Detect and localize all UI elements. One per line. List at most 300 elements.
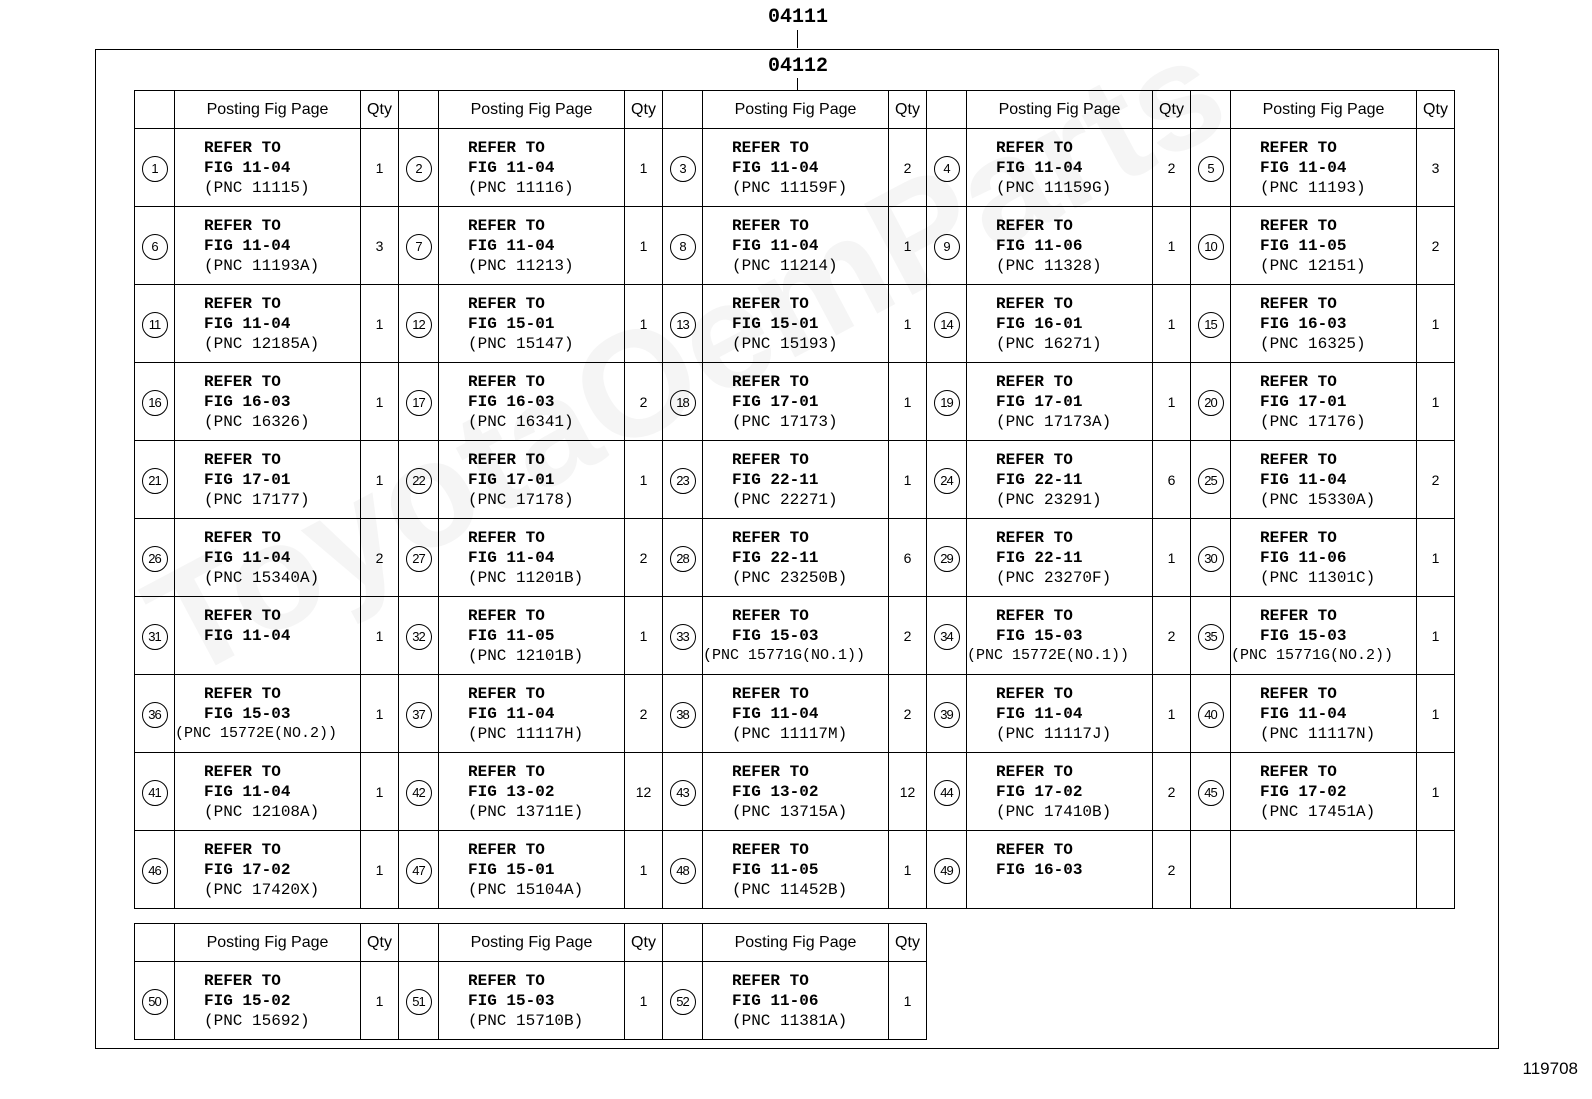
pnc-text: (PNC 12185A)	[204, 334, 320, 353]
header-posting-fig-page: Posting Fig Page	[175, 924, 361, 962]
reference-cell	[439, 831, 625, 909]
reference-cell	[703, 129, 889, 207]
fig-page-text: FIG 11-06	[1260, 548, 1347, 567]
item-number-cell	[399, 285, 439, 363]
item-number-badge: 33	[670, 624, 696, 650]
header-qty: Qty	[1417, 91, 1455, 129]
reference-cell	[175, 831, 361, 909]
item-number-cell	[135, 753, 175, 831]
refer-to-text: REFER TO	[996, 762, 1073, 781]
qty-cell: 1	[625, 831, 663, 909]
item-number-badge: 26	[142, 546, 168, 572]
qty-cell: 1	[625, 207, 663, 285]
refer-to-text: REFER TO	[1260, 762, 1337, 781]
header-posting-fig-page: Posting Fig Page	[703, 924, 889, 962]
fig-page-text: FIG 17-01	[732, 392, 819, 411]
item-number-badge: 40	[1198, 702, 1224, 728]
qty-cell: 2	[625, 675, 663, 753]
header-posting-fig-page: Posting Fig Page	[967, 91, 1153, 129]
pnc-text: (PNC 17177)	[204, 490, 310, 509]
pnc-text: (PNC 11159G)	[996, 178, 1112, 197]
reference-cell	[439, 675, 625, 753]
refer-to-text: REFER TO	[204, 216, 281, 235]
item-number-cell	[1191, 441, 1231, 519]
item-number-badge: 30	[1198, 546, 1224, 572]
item-number-badge: 46	[142, 858, 168, 884]
pnc-text: (PNC 17420X)	[204, 880, 320, 899]
item-number-cell	[663, 675, 703, 753]
table-row	[135, 962, 927, 1040]
header-qty: Qty	[361, 924, 399, 962]
refer-to-text: REFER TO	[204, 840, 281, 859]
pnc-text: (PNC 17176)	[1260, 412, 1366, 431]
refer-to-text: REFER TO	[468, 762, 545, 781]
figure-number: 119708	[1522, 1059, 1578, 1078]
item-number-badge: 42	[406, 780, 432, 806]
item-number-cell	[399, 207, 439, 285]
fig-page-text: FIG 11-04	[468, 704, 555, 723]
item-number-badge: 5	[1198, 156, 1224, 182]
reference-cell	[439, 519, 625, 597]
reference-cell	[967, 285, 1153, 363]
pnc-text: (PNC 11117M)	[732, 724, 848, 743]
pnc-text: (PNC 16325)	[1260, 334, 1366, 353]
refer-to-text: REFER TO	[732, 450, 809, 469]
item-number-cell	[1191, 753, 1231, 831]
reference-cell	[967, 441, 1153, 519]
refer-to-text: REFER TO	[996, 216, 1073, 235]
qty-cell: 1	[361, 441, 399, 519]
reference-cell	[175, 753, 361, 831]
refer-to-text: REFER TO	[996, 684, 1073, 703]
group-label-04111: 04111	[768, 6, 829, 29]
qty-cell: 2	[1153, 831, 1191, 909]
pnc-text: (PNC 11201B)	[468, 568, 584, 587]
item-number-badge: 23	[670, 468, 696, 494]
item-number-cell	[399, 129, 439, 207]
reference-cell	[703, 675, 889, 753]
item-number-badge: 15	[1198, 312, 1224, 338]
pnc-text: (PNC 11193)	[1260, 178, 1366, 197]
header-qty: Qty	[361, 91, 399, 129]
refer-to-text: REFER TO	[204, 372, 281, 391]
header-posting-fig-page: Posting Fig Page	[175, 91, 361, 129]
leader-line-top	[797, 30, 798, 48]
reference-cell	[967, 207, 1153, 285]
item-number-badge: 38	[670, 702, 696, 728]
qty-cell: 2	[1153, 753, 1191, 831]
reference-cell	[1231, 129, 1417, 207]
table-row	[135, 363, 1455, 441]
pnc-text: (PNC 17173A)	[996, 412, 1112, 431]
reference-cell	[703, 753, 889, 831]
qty-cell: 2	[625, 363, 663, 441]
refer-to-text: REFER TO	[996, 450, 1073, 469]
item-number-badge: 13	[670, 312, 696, 338]
item-number-badge: 21	[142, 468, 168, 494]
qty-cell: 1	[1153, 675, 1191, 753]
pnc-text: (PNC 22271)	[732, 490, 838, 509]
item-number-cell	[663, 519, 703, 597]
qty-cell: 1	[361, 285, 399, 363]
fig-page-text: FIG 11-04	[1260, 470, 1347, 489]
qty-cell: 1	[1153, 519, 1191, 597]
header-blank-cell	[399, 924, 439, 962]
header-qty: Qty	[625, 924, 663, 962]
fig-page-text: FIG 16-03	[996, 860, 1083, 879]
qty-cell: 1	[1153, 285, 1191, 363]
pnc-text: (PNC 15692)	[204, 1011, 310, 1030]
qty-cell: 2	[889, 129, 927, 207]
refer-to-text: REFER TO	[204, 684, 281, 703]
table-row	[135, 207, 1455, 285]
fig-page-text: FIG 11-04	[204, 548, 291, 567]
pnc-text: (PNC 16341)	[468, 412, 574, 431]
item-number-cell	[663, 441, 703, 519]
pnc-text: (PNC 15710B)	[468, 1011, 584, 1030]
pnc-text: (PNC 11301C)	[1260, 568, 1376, 587]
header-qty: Qty	[889, 924, 927, 962]
pnc-text: (PNC 15104A)	[468, 880, 584, 899]
pnc-text: (PNC 11214)	[732, 256, 838, 275]
fig-page-text: FIG 17-02	[1260, 782, 1347, 801]
item-number-badge: 29	[934, 546, 960, 572]
header-posting-fig-page: Posting Fig Page	[439, 91, 625, 129]
fig-page-text: FIG 15-03	[204, 704, 291, 723]
item-number-badge: 41	[142, 780, 168, 806]
pnc-text: (PNC 15772E(NO.1))	[967, 646, 1130, 664]
qty-cell: 1	[1153, 363, 1191, 441]
refer-to-text: REFER TO	[1260, 528, 1337, 547]
header-qty: Qty	[889, 91, 927, 129]
item-number-cell	[663, 129, 703, 207]
pnc-text: (PNC 11328)	[996, 256, 1102, 275]
reference-cell	[175, 129, 361, 207]
reference-cell	[439, 441, 625, 519]
fig-page-text: FIG 16-03	[468, 392, 555, 411]
qty-cell: 1	[1417, 753, 1455, 831]
item-number-cell	[135, 285, 175, 363]
item-number-cell	[1191, 207, 1231, 285]
refer-to-text: REFER TO	[732, 762, 809, 781]
qty-cell: 6	[1153, 441, 1191, 519]
reference-cell	[175, 519, 361, 597]
qty-cell: 1	[361, 675, 399, 753]
fig-page-text: FIG 16-01	[996, 314, 1083, 333]
qty-cell: 1	[625, 597, 663, 675]
qty-cell: 2	[1153, 129, 1191, 207]
item-number-badge: 14	[934, 312, 960, 338]
reference-cell	[703, 207, 889, 285]
leader-line-sub	[797, 78, 798, 90]
reference-cell	[967, 675, 1153, 753]
table-header-row	[135, 924, 927, 962]
header-blank-cell	[663, 924, 703, 962]
header-blank-cell	[1191, 91, 1231, 129]
item-number-cell	[399, 597, 439, 675]
item-number-cell	[135, 519, 175, 597]
empty-cell	[1191, 831, 1231, 909]
header-blank-cell	[135, 924, 175, 962]
reference-cell	[175, 285, 361, 363]
refer-to-text: REFER TO	[468, 684, 545, 703]
fig-page-text: FIG 11-04	[468, 236, 555, 255]
pnc-text: (PNC 11213)	[468, 256, 574, 275]
reference-cell	[1231, 363, 1417, 441]
fig-page-text: FIG 15-02	[204, 991, 291, 1010]
refer-to-text: REFER TO	[996, 372, 1073, 391]
header-qty: Qty	[1153, 91, 1191, 129]
fig-page-text: FIG 11-04	[468, 158, 555, 177]
pnc-text	[204, 646, 360, 666]
qty-cell: 1	[361, 363, 399, 441]
item-number-cell	[663, 753, 703, 831]
item-number-badge: 6	[142, 234, 168, 260]
item-number-cell	[1191, 597, 1231, 675]
pnc-text: (PNC 11381A)	[732, 1011, 848, 1030]
item-number-badge: 48	[670, 858, 696, 884]
qty-cell: 2	[889, 597, 927, 675]
reference-cell	[967, 363, 1153, 441]
pnc-text: (PNC 12108A)	[204, 802, 320, 821]
refer-to-text: REFER TO	[204, 138, 281, 157]
fig-page-text: FIG 22-11	[996, 548, 1083, 567]
header-blank-cell	[663, 91, 703, 129]
item-number-cell	[135, 675, 175, 753]
item-number-cell	[1191, 129, 1231, 207]
item-number-badge: 32	[406, 624, 432, 650]
item-number-badge: 50	[142, 989, 168, 1015]
fig-page-text: FIG 17-02	[996, 782, 1083, 801]
reference-cell	[703, 519, 889, 597]
refer-to-text: REFER TO	[1260, 684, 1337, 703]
qty-cell: 1	[889, 363, 927, 441]
reference-cell	[1231, 675, 1417, 753]
fig-page-text: FIG 11-04	[1260, 704, 1347, 723]
reference-cell	[703, 831, 889, 909]
qty-cell: 2	[1417, 441, 1455, 519]
fig-page-text: FIG 11-04	[732, 704, 819, 723]
item-number-cell	[663, 363, 703, 441]
qty-cell: 12	[625, 753, 663, 831]
qty-cell: 1	[1153, 207, 1191, 285]
item-number-cell	[399, 831, 439, 909]
refer-to-text: REFER TO	[732, 606, 809, 625]
item-number-badge: 27	[406, 546, 432, 572]
reference-cell	[439, 285, 625, 363]
reference-cell	[439, 597, 625, 675]
item-number-cell	[135, 441, 175, 519]
fig-page-text: FIG 11-04	[732, 158, 819, 177]
pnc-text: (PNC 23291)	[996, 490, 1102, 509]
item-number-cell	[399, 441, 439, 519]
fig-page-text: FIG 15-03	[1260, 626, 1347, 645]
item-number-cell	[1191, 285, 1231, 363]
reference-cell	[1231, 753, 1417, 831]
item-number-cell	[1191, 675, 1231, 753]
item-number-badge: 25	[1198, 468, 1224, 494]
fig-page-text: FIG 11-04	[732, 236, 819, 255]
fig-page-text: FIG 17-01	[204, 470, 291, 489]
table-row	[135, 129, 1455, 207]
fig-page-text: FIG 11-06	[996, 236, 1083, 255]
item-number-badge: 11	[142, 312, 168, 338]
fig-page-text: FIG 11-05	[468, 626, 555, 645]
refer-to-text: REFER TO	[732, 971, 809, 990]
item-number-badge: 44	[934, 780, 960, 806]
item-number-badge: 3	[670, 156, 696, 182]
refer-to-text: REFER TO	[1260, 294, 1337, 313]
item-number-badge: 37	[406, 702, 432, 728]
pnc-text: (PNC 15771G(NO.1))	[703, 646, 866, 664]
item-number-badge: 2	[406, 156, 432, 182]
refer-to-text: REFER TO	[996, 528, 1073, 547]
item-number-badge: 35	[1198, 624, 1224, 650]
item-number-cell	[927, 207, 967, 285]
reference-cell	[967, 519, 1153, 597]
item-number-cell	[663, 597, 703, 675]
item-number-badge: 10	[1198, 234, 1224, 260]
reference-cell	[703, 962, 889, 1040]
item-number-cell	[1191, 519, 1231, 597]
fig-page-text: FIG 11-04	[1260, 158, 1347, 177]
pnc-text	[996, 880, 1152, 900]
item-number-cell	[663, 285, 703, 363]
table-row	[135, 519, 1455, 597]
refer-to-text: REFER TO	[996, 294, 1073, 313]
refer-to-text: REFER TO	[468, 971, 545, 990]
item-number-badge: 4	[934, 156, 960, 182]
qty-cell: 1	[1417, 597, 1455, 675]
fig-page-text: FIG 11-04	[468, 548, 555, 567]
fig-page-text: FIG 15-03	[996, 626, 1083, 645]
reference-cell	[967, 753, 1153, 831]
fig-page-text: FIG 15-01	[732, 314, 819, 333]
item-number-badge: 36	[142, 702, 168, 728]
refer-to-text: REFER TO	[732, 684, 809, 703]
item-number-cell	[927, 519, 967, 597]
qty-cell: 3	[1417, 129, 1455, 207]
pnc-text: (PNC 15771G(NO.2))	[1231, 646, 1394, 664]
refer-to-text: REFER TO	[204, 762, 281, 781]
pnc-text: (PNC 23250B)	[732, 568, 848, 587]
reference-cell	[175, 962, 361, 1040]
item-number-cell	[135, 129, 175, 207]
refer-to-text: REFER TO	[732, 528, 809, 547]
reference-cell	[703, 285, 889, 363]
reference-cell	[175, 675, 361, 753]
refer-to-text: REFER TO	[1260, 450, 1337, 469]
qty-cell: 1	[1417, 519, 1455, 597]
qty-cell: 1	[361, 962, 399, 1040]
item-number-badge: 17	[406, 390, 432, 416]
refer-to-text: REFER TO	[204, 294, 281, 313]
qty-cell: 3	[361, 207, 399, 285]
fig-page-text: FIG 17-01	[1260, 392, 1347, 411]
item-number-badge: 12	[406, 312, 432, 338]
reference-cell	[1231, 207, 1417, 285]
refer-to-text: REFER TO	[468, 294, 545, 313]
item-number-cell	[927, 675, 967, 753]
pnc-text: (PNC 15193)	[732, 334, 838, 353]
reference-cell	[439, 129, 625, 207]
refer-to-text: REFER TO	[468, 606, 545, 625]
reference-cell	[439, 363, 625, 441]
pnc-text: (PNC 11159F)	[732, 178, 848, 197]
qty-cell: 1	[361, 129, 399, 207]
pnc-text: (PNC 17173)	[732, 412, 838, 431]
fig-page-text: FIG 15-03	[468, 991, 555, 1010]
fig-page-text: FIG 11-05	[1260, 236, 1347, 255]
qty-cell: 1	[361, 831, 399, 909]
qty-cell: 1	[625, 129, 663, 207]
item-number-badge: 28	[670, 546, 696, 572]
qty-cell: 1	[1417, 363, 1455, 441]
pnc-text: (PNC 12101B)	[468, 646, 584, 665]
reference-cell	[175, 441, 361, 519]
refer-to-text: REFER TO	[996, 138, 1073, 157]
refer-to-text: REFER TO	[996, 840, 1073, 859]
header-blank-cell	[927, 91, 967, 129]
table-row	[135, 597, 1455, 675]
item-number-badge: 49	[934, 858, 960, 884]
reference-cell	[703, 441, 889, 519]
reference-table-bottom	[134, 923, 927, 1040]
item-number-cell	[135, 831, 175, 909]
fig-page-text: FIG 17-01	[468, 470, 555, 489]
item-number-cell	[927, 441, 967, 519]
fig-page-text: FIG 17-02	[204, 860, 291, 879]
fig-page-text: FIG 22-11	[996, 470, 1083, 489]
table-row	[135, 441, 1455, 519]
fig-page-text: FIG 11-04	[204, 782, 291, 801]
reference-cell	[175, 363, 361, 441]
reference-cell	[1231, 285, 1417, 363]
pnc-text: (PNC 23270F)	[996, 568, 1112, 587]
qty-cell: 2	[1417, 207, 1455, 285]
reference-cell	[967, 597, 1153, 675]
fig-page-text: FIG 17-01	[996, 392, 1083, 411]
table-header-row	[135, 91, 1455, 129]
pnc-text: (PNC 12151)	[1260, 256, 1366, 275]
reference-cell	[175, 207, 361, 285]
item-number-cell	[927, 129, 967, 207]
fig-page-text: FIG 15-01	[468, 314, 555, 333]
refer-to-text: REFER TO	[732, 294, 809, 313]
pnc-text: (PNC 17451A)	[1260, 802, 1376, 821]
item-number-badge: 31	[142, 624, 168, 650]
item-number-badge: 8	[670, 234, 696, 260]
reference-cell	[1231, 441, 1417, 519]
reference-table-main	[134, 90, 1455, 909]
item-number-cell	[399, 675, 439, 753]
qty-cell: 1	[889, 441, 927, 519]
fig-page-text: FIG 11-04	[204, 314, 291, 333]
pnc-text: (PNC 11193A)	[204, 256, 320, 275]
fig-page-text: FIG 15-01	[468, 860, 555, 879]
fig-page-text: FIG 16-03	[1260, 314, 1347, 333]
empty-cell	[1417, 831, 1455, 909]
fig-page-text: FIG 22-11	[732, 470, 819, 489]
refer-to-text: REFER TO	[468, 216, 545, 235]
refer-to-text: REFER TO	[1260, 138, 1337, 157]
item-number-cell	[135, 962, 175, 1040]
reference-cell	[1231, 597, 1417, 675]
refer-to-text: REFER TO	[1260, 372, 1337, 391]
reference-cell	[439, 962, 625, 1040]
pnc-text: (PNC 16326)	[204, 412, 310, 431]
header-blank-cell	[399, 91, 439, 129]
